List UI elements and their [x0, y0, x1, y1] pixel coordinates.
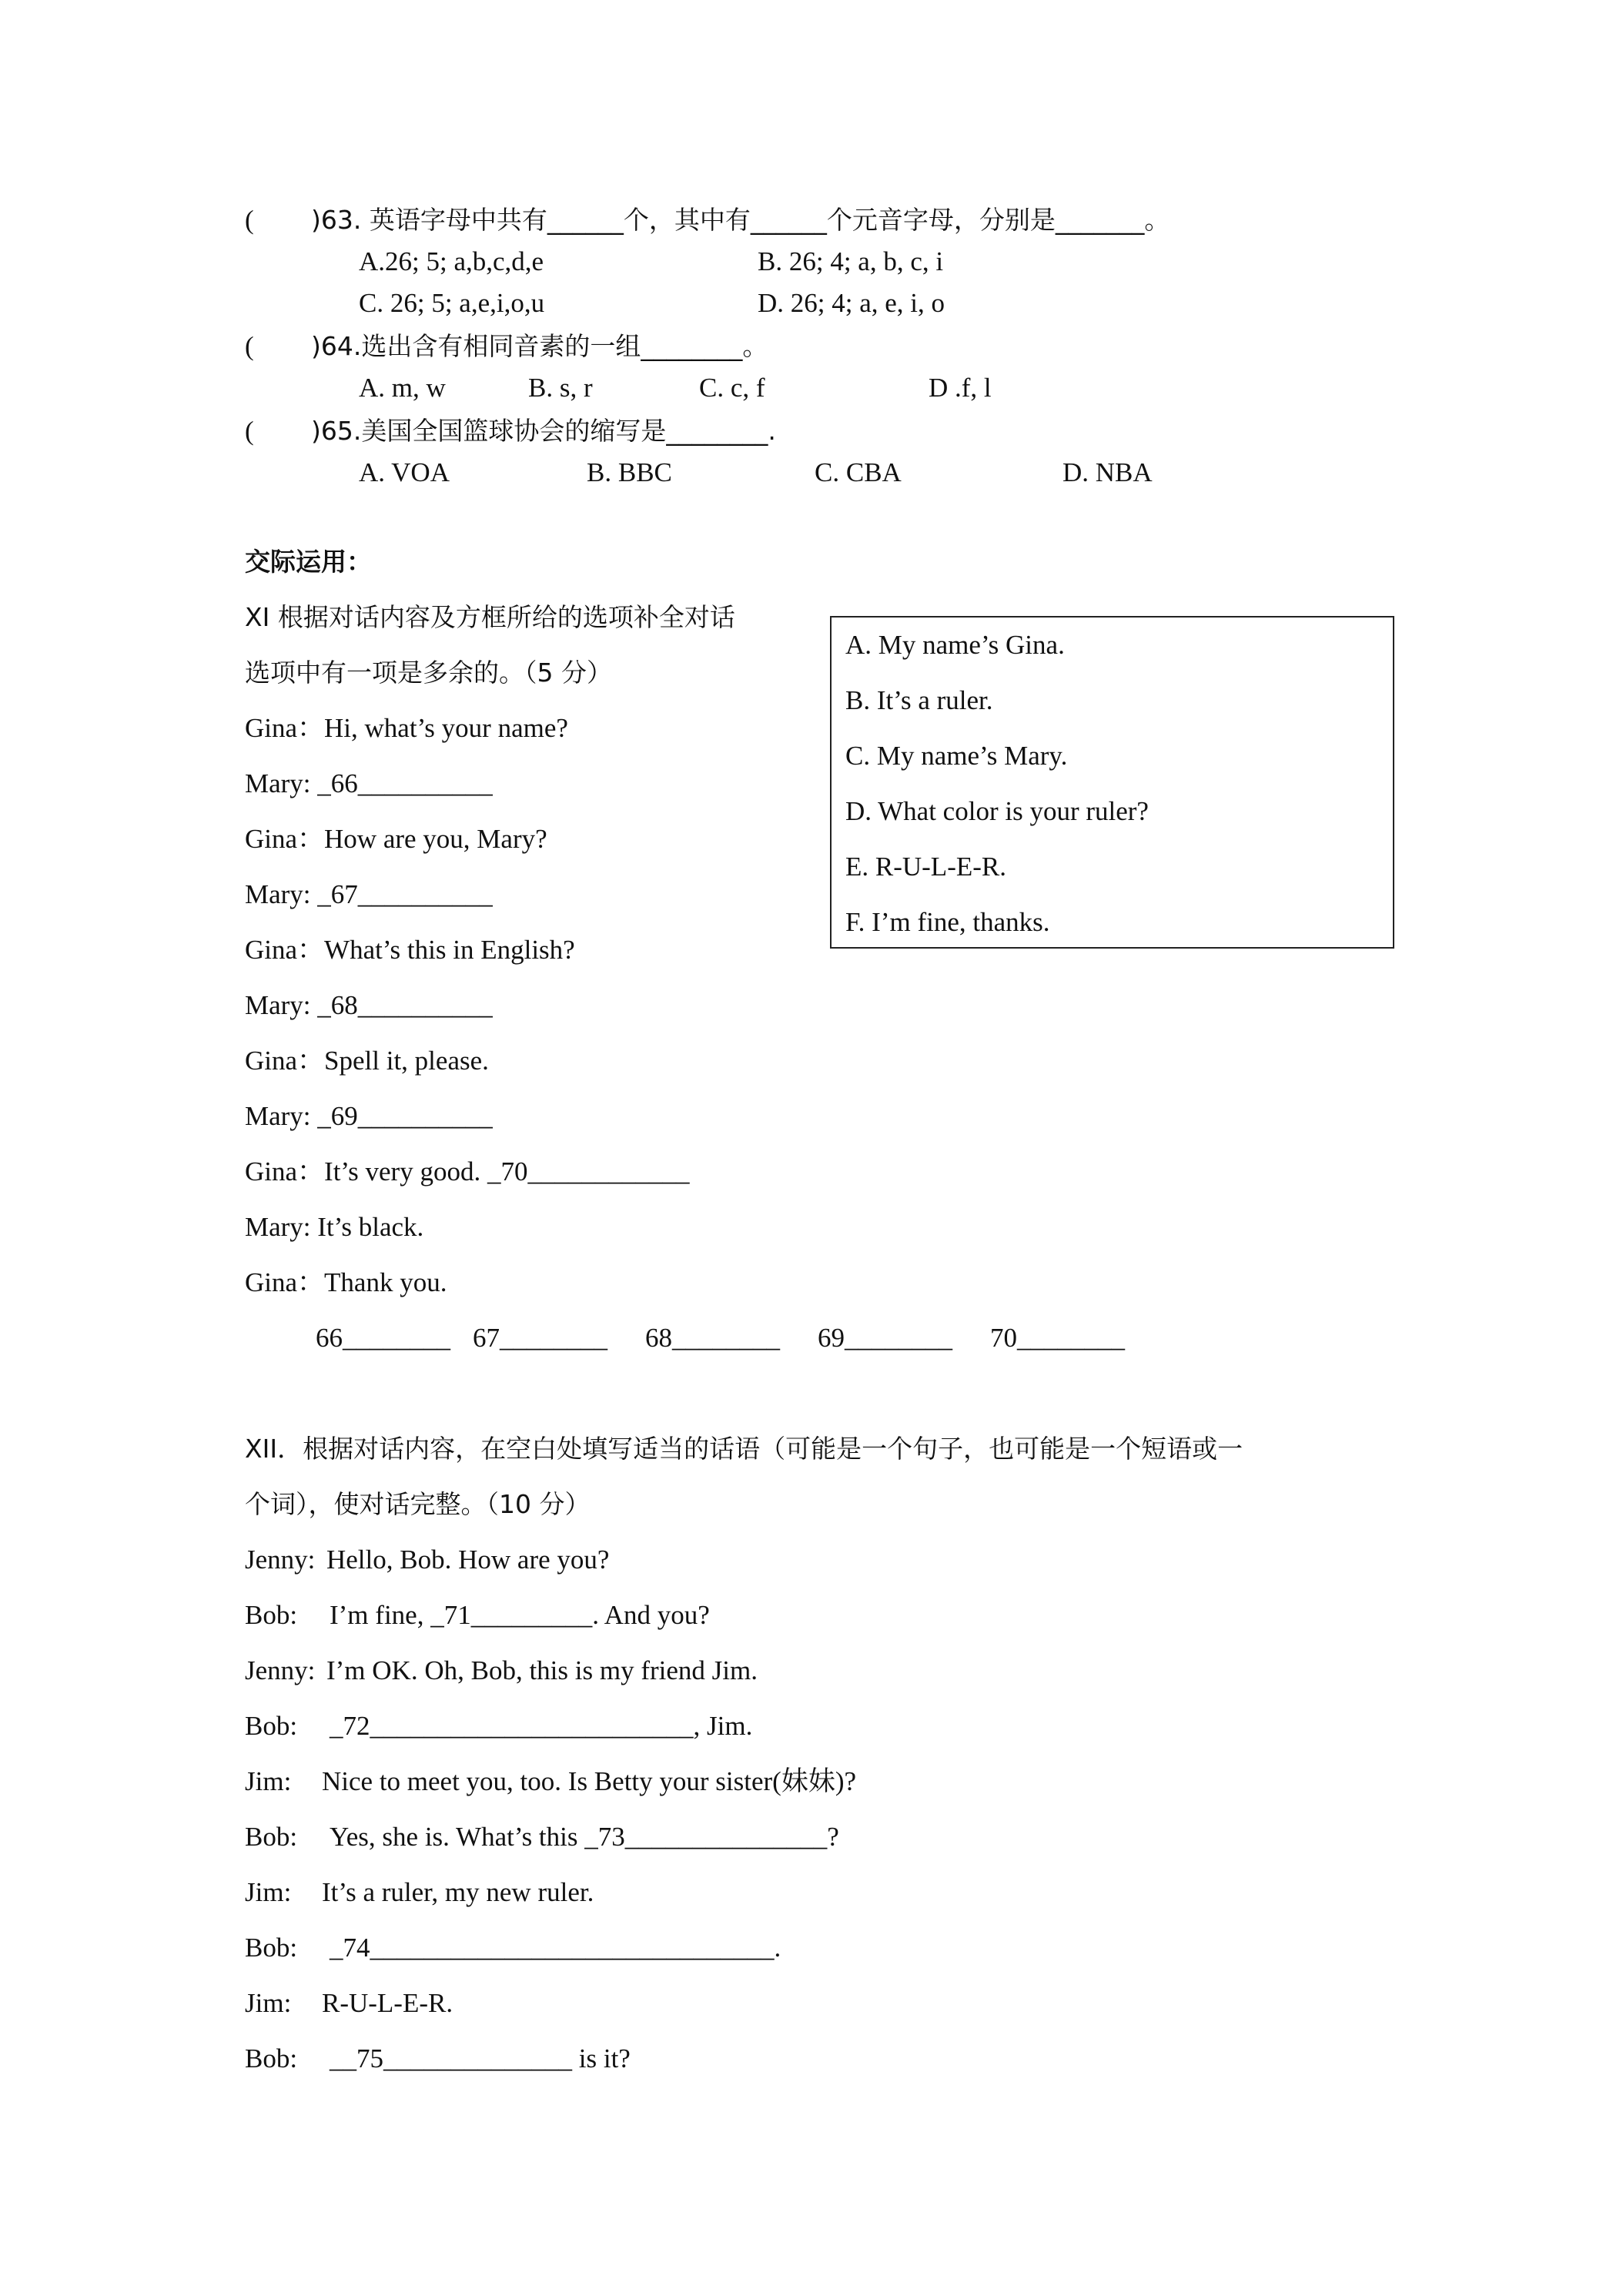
dialogue-line: Gina：Spell it, please. — [245, 1046, 489, 1076]
speaker: Bob: — [245, 1822, 298, 1852]
dialogue-line: Gina：Hi, what’s your name? — [245, 713, 568, 743]
answer-paren: ( — [245, 416, 254, 446]
dialogue-line: Mary: _68__________ — [245, 990, 493, 1020]
xi-instruction: XI 根据对话内容及方框所给的选项补全对话 — [245, 602, 735, 632]
dialogue-line: Mary: It’s black. — [245, 1212, 424, 1242]
question-stem: )65.美国全国篮球协会的缩写是________. — [311, 416, 776, 446]
xi-instruction: 选项中有一项是多余的。（5 分） — [245, 658, 612, 688]
xii-instruction: 个词），使对话完整。（10 分） — [245, 1489, 591, 1519]
option-d: D. NBA — [1062, 457, 1153, 487]
box-option: E. R-U-L-E-R. — [845, 852, 1006, 882]
dialogue-line: Gina：How are you, Mary? — [245, 824, 547, 854]
utterance: __75______________ is it? — [330, 2043, 631, 2073]
dialogue-line: Mary: _66__________ — [245, 768, 493, 798]
speaker: Jim: — [245, 1766, 292, 1796]
answer-paren: ( — [245, 331, 254, 361]
box-option: F. I’m fine, thanks. — [845, 907, 1050, 937]
box-option: C. My name’s Mary. — [845, 741, 1068, 771]
utterance: It’s a ruler, my new ruler. — [322, 1877, 594, 1907]
xii-instruction: XII．根据对话内容，在空白处填写适当的话语（可能是一个句子，也可能是一个短语或一 — [245, 1434, 1243, 1464]
option-b: B. s, r — [528, 373, 593, 403]
option-d: D. 26; 4; a, e, i, o — [758, 288, 945, 318]
box-option: B. It’s a ruler. — [845, 685, 993, 715]
answer-paren: ( — [245, 205, 254, 235]
utterance: _72________________________, Jim. — [330, 1711, 753, 1741]
utterance: I’m fine, _71_________. And you? — [330, 1600, 710, 1630]
utterance: R-U-L-E-R. — [322, 1988, 453, 2018]
utterance: Yes, she is. What’s this _73_______________? — [330, 1822, 839, 1852]
dialogue-line: Mary: _67__________ — [245, 879, 493, 909]
speaker: Jim: — [245, 1988, 292, 2018]
dialogue-line: Gina：What’s this in English? — [245, 935, 575, 965]
speaker: Bob: — [245, 1711, 298, 1741]
speaker: Jenny: — [245, 1655, 316, 1685]
section-heading: 交际运用： — [245, 547, 372, 577]
box-option: D. What color is your ruler? — [845, 796, 1149, 826]
dialogue-line: Gina：It’s very good. _70____________ — [245, 1156, 690, 1186]
utterance: I’m OK. Oh, Bob, this is my friend Jim. — [326, 1655, 758, 1685]
answer-blank-67[interactable]: 67________ — [473, 1323, 607, 1353]
options-box — [830, 616, 1394, 949]
option-c: C. c, f — [699, 373, 765, 403]
answer-blank-68[interactable]: 68________ — [645, 1323, 780, 1353]
option-a: A. m, w — [359, 373, 446, 403]
option-a: A. VOA — [359, 457, 450, 487]
answer-blank-69[interactable]: 69________ — [818, 1323, 952, 1353]
utterance: _74______________________________. — [330, 1933, 781, 1963]
box-option: A. My name’s Gina. — [845, 630, 1065, 660]
option-c: C. CBA — [815, 457, 902, 487]
speaker: Bob: — [245, 1600, 298, 1630]
speaker: Bob: — [245, 2043, 298, 2073]
speaker: Jenny: — [245, 1545, 316, 1575]
speaker: Jim: — [245, 1877, 292, 1907]
option-c: C. 26; 5; a,e,i,o,u — [359, 288, 545, 318]
answer-blank-66[interactable]: 66________ — [316, 1323, 450, 1353]
option-d: D .f, l — [929, 373, 992, 403]
option-b: B. BBC — [587, 457, 672, 487]
utterance: Nice to meet you, too. Is Betty your sister(妹妹)? — [322, 1766, 857, 1796]
dialogue-line: Gina：Thank you. — [245, 1267, 447, 1297]
question-stem: )64.选出含有相同音素的一组________。 — [311, 331, 768, 361]
option-b: B. 26; 4; a, b, c, i — [758, 246, 944, 276]
answer-blank-70[interactable]: 70________ — [990, 1323, 1125, 1353]
dialogue-line: Mary: _69__________ — [245, 1101, 493, 1131]
option-a: A.26; 5; a,b,c,d,e — [359, 246, 544, 276]
speaker: Bob: — [245, 1933, 298, 1963]
question-stem: )63. 英语字母中共有______个，其中有______个元音字母，分别是_______。 — [311, 205, 1170, 235]
utterance: Hello, Bob. How are you? — [326, 1545, 610, 1575]
